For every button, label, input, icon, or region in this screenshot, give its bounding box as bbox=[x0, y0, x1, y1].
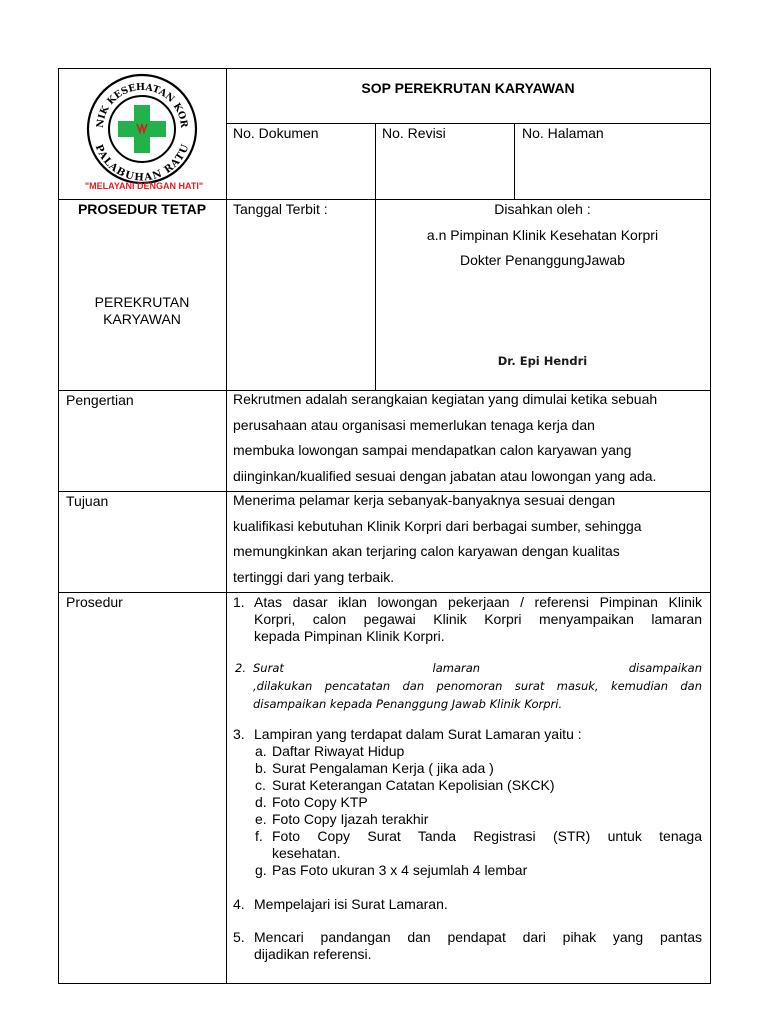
no-revisi-label: No. Revisi bbox=[382, 125, 446, 141]
step-5-line: dijadikan referensi. bbox=[254, 946, 372, 962]
lampiran-item-b bbox=[251, 760, 702, 777]
logo-ring-top-text: NIK KESEHATAN KOR bbox=[94, 81, 190, 129]
tujuan-line: Menerima pelamar kerja sebanyak-banyaknya sesuai dengan bbox=[233, 492, 616, 508]
tujuan-label: Tujuan bbox=[66, 493, 109, 509]
item-text: Pas Foto ukuran 3 x 4 sejumlah 4 lembar bbox=[272, 862, 528, 878]
pengertian-label: Pengertian bbox=[66, 392, 134, 408]
step-number: 5. bbox=[233, 929, 245, 945]
tujuan-paragraph bbox=[233, 488, 702, 590]
logo-motto: "MELAYANI DENGAN HATI" bbox=[84, 181, 204, 191]
item-text: Surat Keterangan Catatan Kepolisian (SKCK) bbox=[272, 777, 555, 793]
lampiran-item-c bbox=[251, 777, 702, 794]
step-number: 2. bbox=[235, 661, 246, 675]
prosedur-row-divider bbox=[58, 592, 711, 593]
item-letter: g. bbox=[255, 862, 267, 878]
header-row-divider bbox=[58, 199, 711, 200]
pengertian-line: membuka lowongan sampai mendapatkan calon karyawan yang bbox=[233, 442, 632, 458]
table-divider-main bbox=[226, 68, 227, 984]
no-dokumen-label: No. Dokumen bbox=[233, 125, 319, 141]
lampiran-item-a bbox=[251, 743, 702, 760]
step-1-line: kepada Pimpinan Klinik Korpri. bbox=[254, 628, 445, 644]
topic-line-1: PEREKRUTAN bbox=[94, 294, 190, 310]
disahkan-oleh: Disahkan oleh : bbox=[494, 201, 591, 217]
prosedur-tetap-heading: PROSEDUR TETAP bbox=[77, 201, 207, 217]
cross-horizontal bbox=[118, 121, 166, 137]
clinic-emblem-icon bbox=[72, 72, 214, 196]
step-2-line: disampaikan kepada Penanggung Jawab Klinik Korpri. bbox=[253, 697, 563, 711]
tujuan-line: memungkinkan akan terjaring calon karyawan dengan kualitas bbox=[233, 543, 620, 559]
lampiran-item-d bbox=[251, 794, 702, 811]
step-2-line: Surat lamaran disampaikan bbox=[253, 661, 702, 675]
item-text: kesehatan. bbox=[272, 845, 341, 861]
lampiran-item-g bbox=[251, 862, 702, 879]
step-2-line: ,dilakukan pencatatan dan penomoran surat masuk, kemudian dan bbox=[253, 679, 702, 693]
item-letter: a. bbox=[255, 743, 267, 759]
item-letter: e. bbox=[255, 811, 267, 827]
step-1-line: Atas dasar iklan lowongan pekerjaan / referensi Pimpinan Klinik bbox=[254, 594, 702, 610]
tujuan-line: kualifikasi kebutuhan Klinik Korpri dari berbagai sumber, sehingga bbox=[233, 517, 642, 534]
item-text: Surat Pengalaman Kerja ( jika ada ) bbox=[272, 760, 494, 776]
step-number: 4. bbox=[233, 896, 245, 912]
pengertian-line: Rekrutmen adalah serangkaian kegiatan yang dimulai ketika sebuah bbox=[233, 391, 658, 407]
topic-line-2: KARYAWAN bbox=[103, 311, 181, 327]
prosedur-step-4 bbox=[233, 896, 702, 913]
prosedur-step-5 bbox=[233, 929, 702, 963]
prosedur-step-1 bbox=[233, 594, 702, 645]
tujuan-line: tertinggi dari yang terbaik. bbox=[233, 568, 395, 585]
prosedur-label: Prosedur bbox=[66, 594, 123, 610]
step-3-text: Lampiran yang terdapat dalam Surat Lamaran yaitu : bbox=[254, 726, 582, 742]
table-border-right bbox=[710, 68, 711, 984]
clinic-logo bbox=[72, 72, 214, 196]
step-number: 3. bbox=[233, 726, 245, 742]
item-text: Foto Copy Ijazah terakhir bbox=[272, 811, 429, 827]
step-number: 1. bbox=[233, 594, 245, 610]
title-row-divider bbox=[226, 123, 711, 124]
prosedur-step-2 bbox=[235, 659, 702, 713]
item-text: Foto Copy Surat Tanda Registrasi (STR) untuk tenaga bbox=[272, 828, 702, 844]
dokter-penanggung-jawab: Dokter PenanggungJawab bbox=[459, 252, 625, 268]
lampiran-item-f bbox=[251, 828, 702, 862]
pengertian-line: perusahaan atau organisasi memerlukan tenaga kerja dan bbox=[233, 416, 595, 433]
step-1-line: Korpri, calon pegawai Klinik Korpri menyampaikan lamaran bbox=[254, 611, 702, 627]
item-letter: c. bbox=[255, 777, 266, 793]
lampiran-item-e bbox=[251, 811, 702, 828]
table-border-bottom bbox=[58, 983, 711, 984]
prosedur-step-3 bbox=[233, 726, 702, 743]
document-title: SOP PEREKRUTAN KARYAWAN bbox=[361, 80, 575, 96]
an-pimpinan: a.n Pimpinan Klinik Kesehatan Korpri bbox=[426, 227, 659, 243]
item-text: Daftar Riwayat Hidup bbox=[272, 743, 405, 759]
signatory-name: Dr. Epi Hendri bbox=[497, 354, 588, 368]
item-letter: f. bbox=[255, 828, 263, 844]
pengertian-paragraph bbox=[233, 387, 702, 489]
step-4-text: Mempelajari isi Surat Lamaran. bbox=[254, 896, 448, 912]
pengertian-line: diinginkan/kualified sesuai dengan jabatan atau lowongan yang ada. bbox=[233, 467, 657, 484]
step-5-line: Mencari pandangan dan pendapat dari pihak yang pantas bbox=[254, 929, 702, 945]
item-letter: b. bbox=[255, 760, 267, 776]
no-halaman-label: No. Halaman bbox=[522, 125, 604, 141]
halaman-divider bbox=[514, 123, 515, 199]
table-border-top bbox=[58, 68, 711, 69]
tanggal-terbit-label: Tanggal Terbit : bbox=[233, 201, 328, 217]
item-text: Foto Copy KTP bbox=[272, 794, 368, 810]
item-letter: d. bbox=[255, 794, 267, 810]
logo-ring-bottom-text: PALABUHAN RATU bbox=[92, 143, 192, 184]
